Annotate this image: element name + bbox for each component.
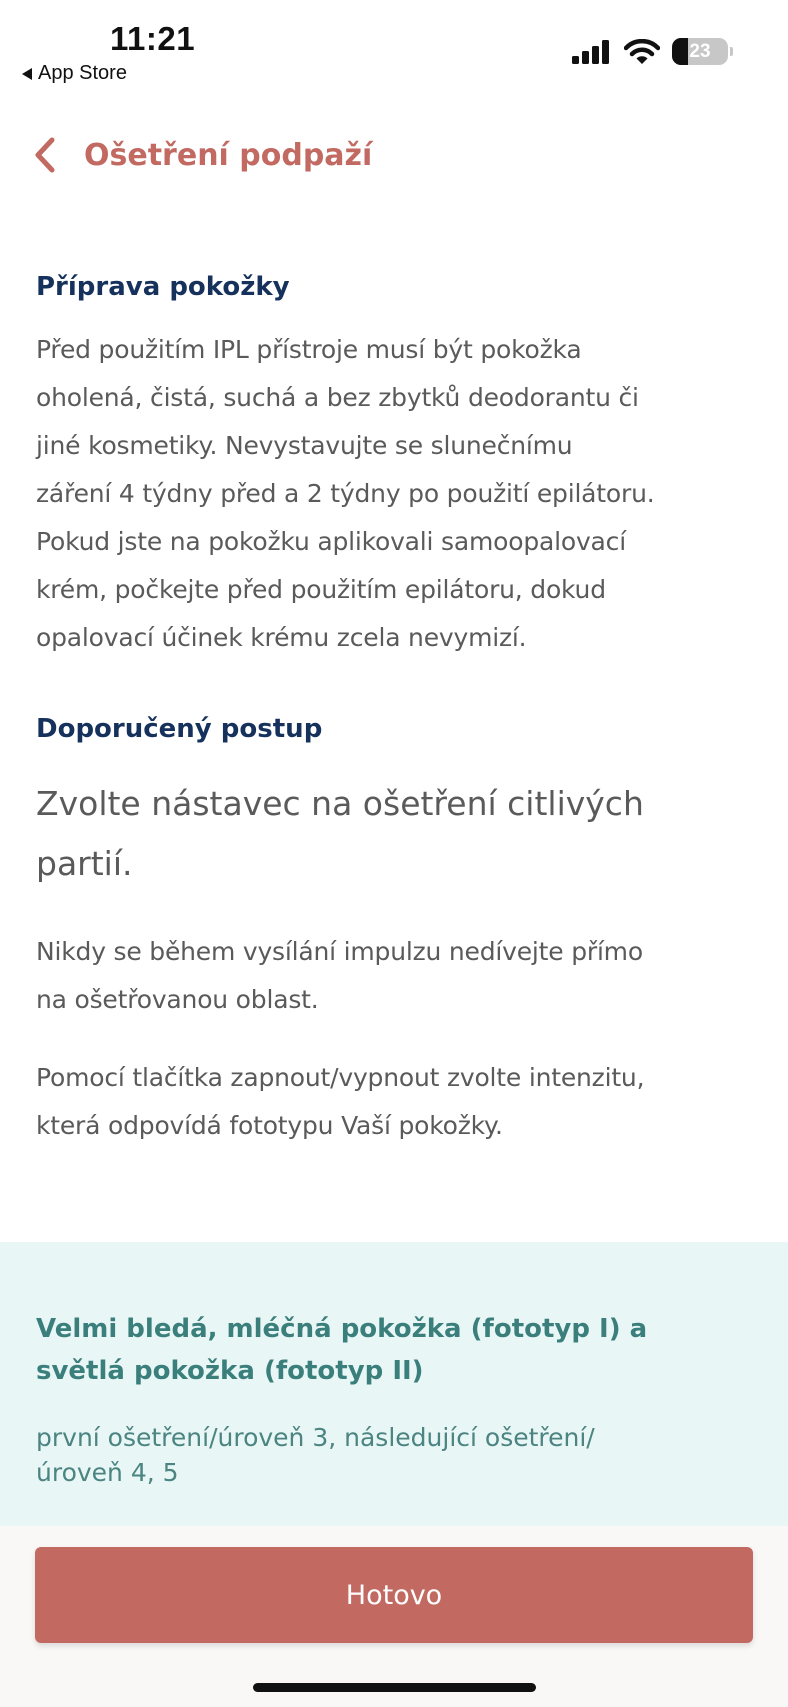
signal-icon xyxy=(572,40,612,64)
page-title: Ošetření podpaží xyxy=(84,137,373,173)
back-chevron-icon[interactable] xyxy=(30,135,58,175)
text-line: záření 4 týdny před a 2 týdny po použití epilátoru. xyxy=(36,479,655,508)
skin-prep-text xyxy=(36,326,752,662)
text-line: partií. xyxy=(36,844,133,883)
text-line: jiné kosmetiky. Nevystavujte se slunečnímu xyxy=(36,431,573,460)
wifi-icon xyxy=(624,39,660,65)
procedure-heading: Doporučený postup xyxy=(36,714,323,744)
phototype-text xyxy=(36,1420,752,1490)
procedure-step xyxy=(36,774,752,894)
phototype-info-box xyxy=(0,1242,788,1530)
text-line: Pokud jste na pokožku aplikovali samoopalovací xyxy=(36,527,626,556)
text-line: úroveň 4, 5 xyxy=(36,1458,179,1487)
done-button[interactable]: Hotovo xyxy=(35,1547,753,1643)
text-line: krém, počkejte před použitím epilátoru, dokud xyxy=(36,575,606,604)
text-line: Nikdy se během vysílání impulzu nedívejte přímo xyxy=(36,937,643,966)
text-line: opalovací účinek krému zcela nevymizí. xyxy=(36,623,527,652)
text-line: Velmi bledá, mléčná pokožka (fototyp I) a xyxy=(36,1314,648,1344)
text-line: první ošetření/úroveň 3, následující ošetření/ xyxy=(36,1423,595,1452)
back-to-app-store[interactable] xyxy=(22,62,127,85)
nav-header xyxy=(30,135,372,175)
procedure-intensity xyxy=(36,1054,752,1150)
status-icons xyxy=(572,38,728,65)
text-line: Pomocí tlačítka zapnout/vypnout zvolte intenzitu, xyxy=(36,1063,645,1092)
battery-level: 23 xyxy=(689,40,711,62)
status-time: 11:21 xyxy=(110,20,196,57)
text-line: světlá pokožka (fototyp II) xyxy=(36,1356,424,1386)
back-triangle-icon xyxy=(22,68,32,80)
procedure-warning xyxy=(36,928,752,1024)
home-indicator[interactable] xyxy=(253,1683,536,1692)
content xyxy=(36,272,752,1150)
battery-icon xyxy=(672,38,728,65)
text-line: která odpovídá fototypu Vaší pokožky. xyxy=(36,1111,503,1140)
text-line: na ošetřovanou oblast. xyxy=(36,985,319,1014)
phototype-title xyxy=(36,1308,752,1392)
text-line: oholená, čistá, suchá a bez zbytků deodorantu či xyxy=(36,383,639,412)
back-app-label: App Store xyxy=(38,62,127,84)
text-line: Zvolte nástavec na ošetření citlivých xyxy=(36,784,644,823)
skin-prep-heading: Příprava pokožky xyxy=(36,272,290,302)
text-line: Před použitím IPL přístroje musí být pokožka xyxy=(36,335,582,364)
